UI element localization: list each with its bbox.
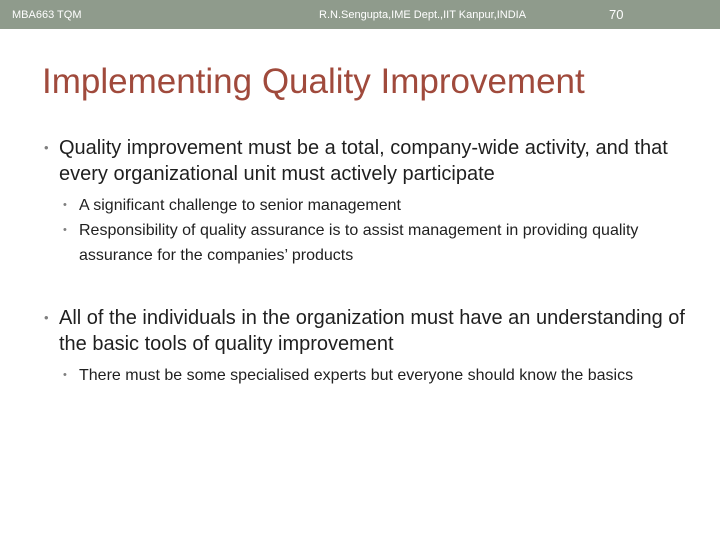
sub-bullet-1-2: • Responsibility of quality assurance is to assist management in providing quality assurance for the companies’ products — [63, 218, 694, 268]
bullet-2: • All of the individuals in the organization must have an understanding of the basic tools of quality improvement — [44, 305, 694, 357]
course-label: MBA663 TQM — [12, 9, 82, 21]
header-bar — [0, 0, 720, 29]
sub-bullet-1-1: • A significant challenge to senior management — [63, 193, 694, 218]
slide-number: 70 — [609, 7, 624, 22]
author-label: R.N.Sengupta,IME Dept.,IIT Kanpur,INDIA — [319, 9, 527, 21]
bullet-1: • Quality improvement must be a total, company-wide activity, and that every organizational unit must actively participate — [44, 135, 694, 187]
slide-title: Implementing Quality Improvement — [42, 62, 585, 101]
slide-body — [44, 135, 694, 388]
sub-bullet-2-1: • There must be some specialised experts but everyone should know the basics — [63, 363, 694, 388]
